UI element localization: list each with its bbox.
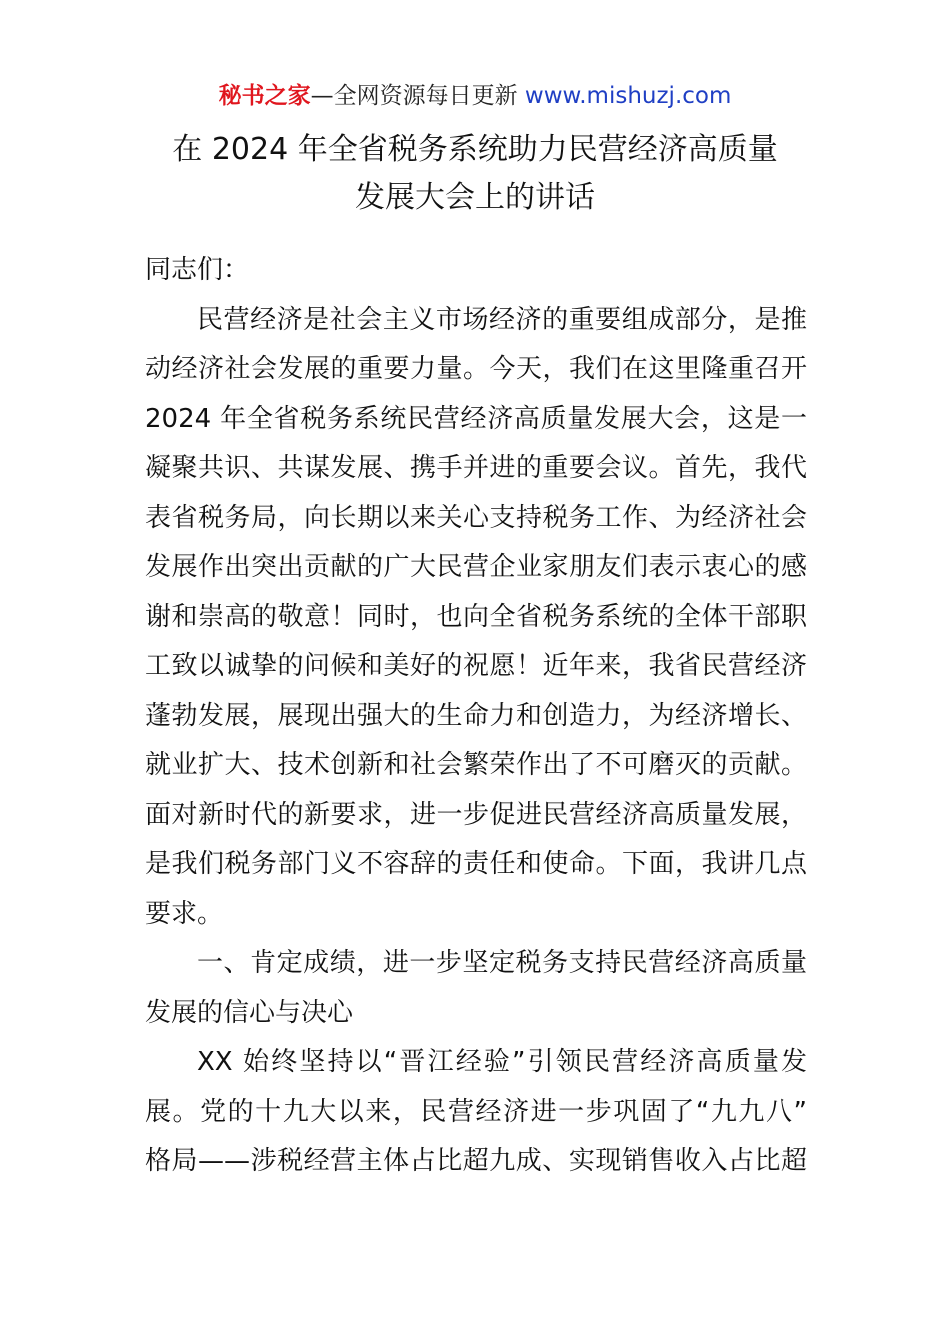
paragraph-line: 展。党的十九大以来，民营经济进一步巩固了“九九八” [145,1096,807,1127]
paragraph-line: 民营经济是社会主义市场经济的重要组成部分，是推 [197,304,807,335]
title-line-2: 发展大会上的讲话 [355,180,595,215]
site-header [0,80,950,112]
site-tagline: —全网资源每日更新 [310,83,525,109]
paragraph-line: 谢和崇高的敬意！同时，也向全省税务系统的全体干部职 [145,601,807,632]
section-heading-line: 一、肯定成绩，进一步坚定税务支持民营经济高质量 [197,948,807,978]
paragraph-line: 是我们税务部门义不容辞的责任和使命。下面，我讲几点 [145,849,807,879]
document-body [145,246,807,1187]
title-line-1: 在 2024 年全省税务系统助力民营经济高质量 [172,132,778,167]
paragraph-line: 动经济社会发展的重要力量。今天，我们在这里隆重召开 [145,354,807,384]
paragraph-line: XX 始终坚持以“晋江经验”引领民营经济高质量发 [197,1047,807,1077]
paragraph-line: 2024 年全省税务系统民营经济高质量发展大会，这是一 [145,403,807,434]
paragraph-line: 表省税务局，向长期以来关心支持税务工作、为经济社会 [145,502,807,533]
paragraph-line: 就业扩大、技术创新和社会繁荣作出了不可磨灭的贡献。 [145,750,807,780]
site-url-link[interactable]: www.mishuzj.com [524,83,732,109]
paragraph-line: 要求。 [145,898,224,929]
salutation: 同志们： [145,255,250,285]
paragraph-line: 面对新时代的新要求，进一步促进民营经济高质量发展， [145,799,807,830]
paragraph-line: 格局——涉税经营主体占比超九成、实现销售收入占比超 [145,1146,807,1176]
paragraph-line: 发展作出突出贡献的广大民营企业家朋友们表示衷心的感 [145,552,807,582]
paragraph-line: 蓬勃发展，展现出强大的生命力和创造力，为经济增长、 [145,700,807,731]
site-brand: 秘书之家 [218,83,311,109]
document-title [0,126,950,222]
paragraph-line: 工致以诚挚的问候和美好的祝愿！近年来，我省民营经济 [145,651,807,681]
paragraph-line: 凝聚共识、共谋发展、携手并进的重要会议。首先，我代 [145,453,807,483]
section-heading-line: 发展的信心与决心 [145,997,354,1028]
